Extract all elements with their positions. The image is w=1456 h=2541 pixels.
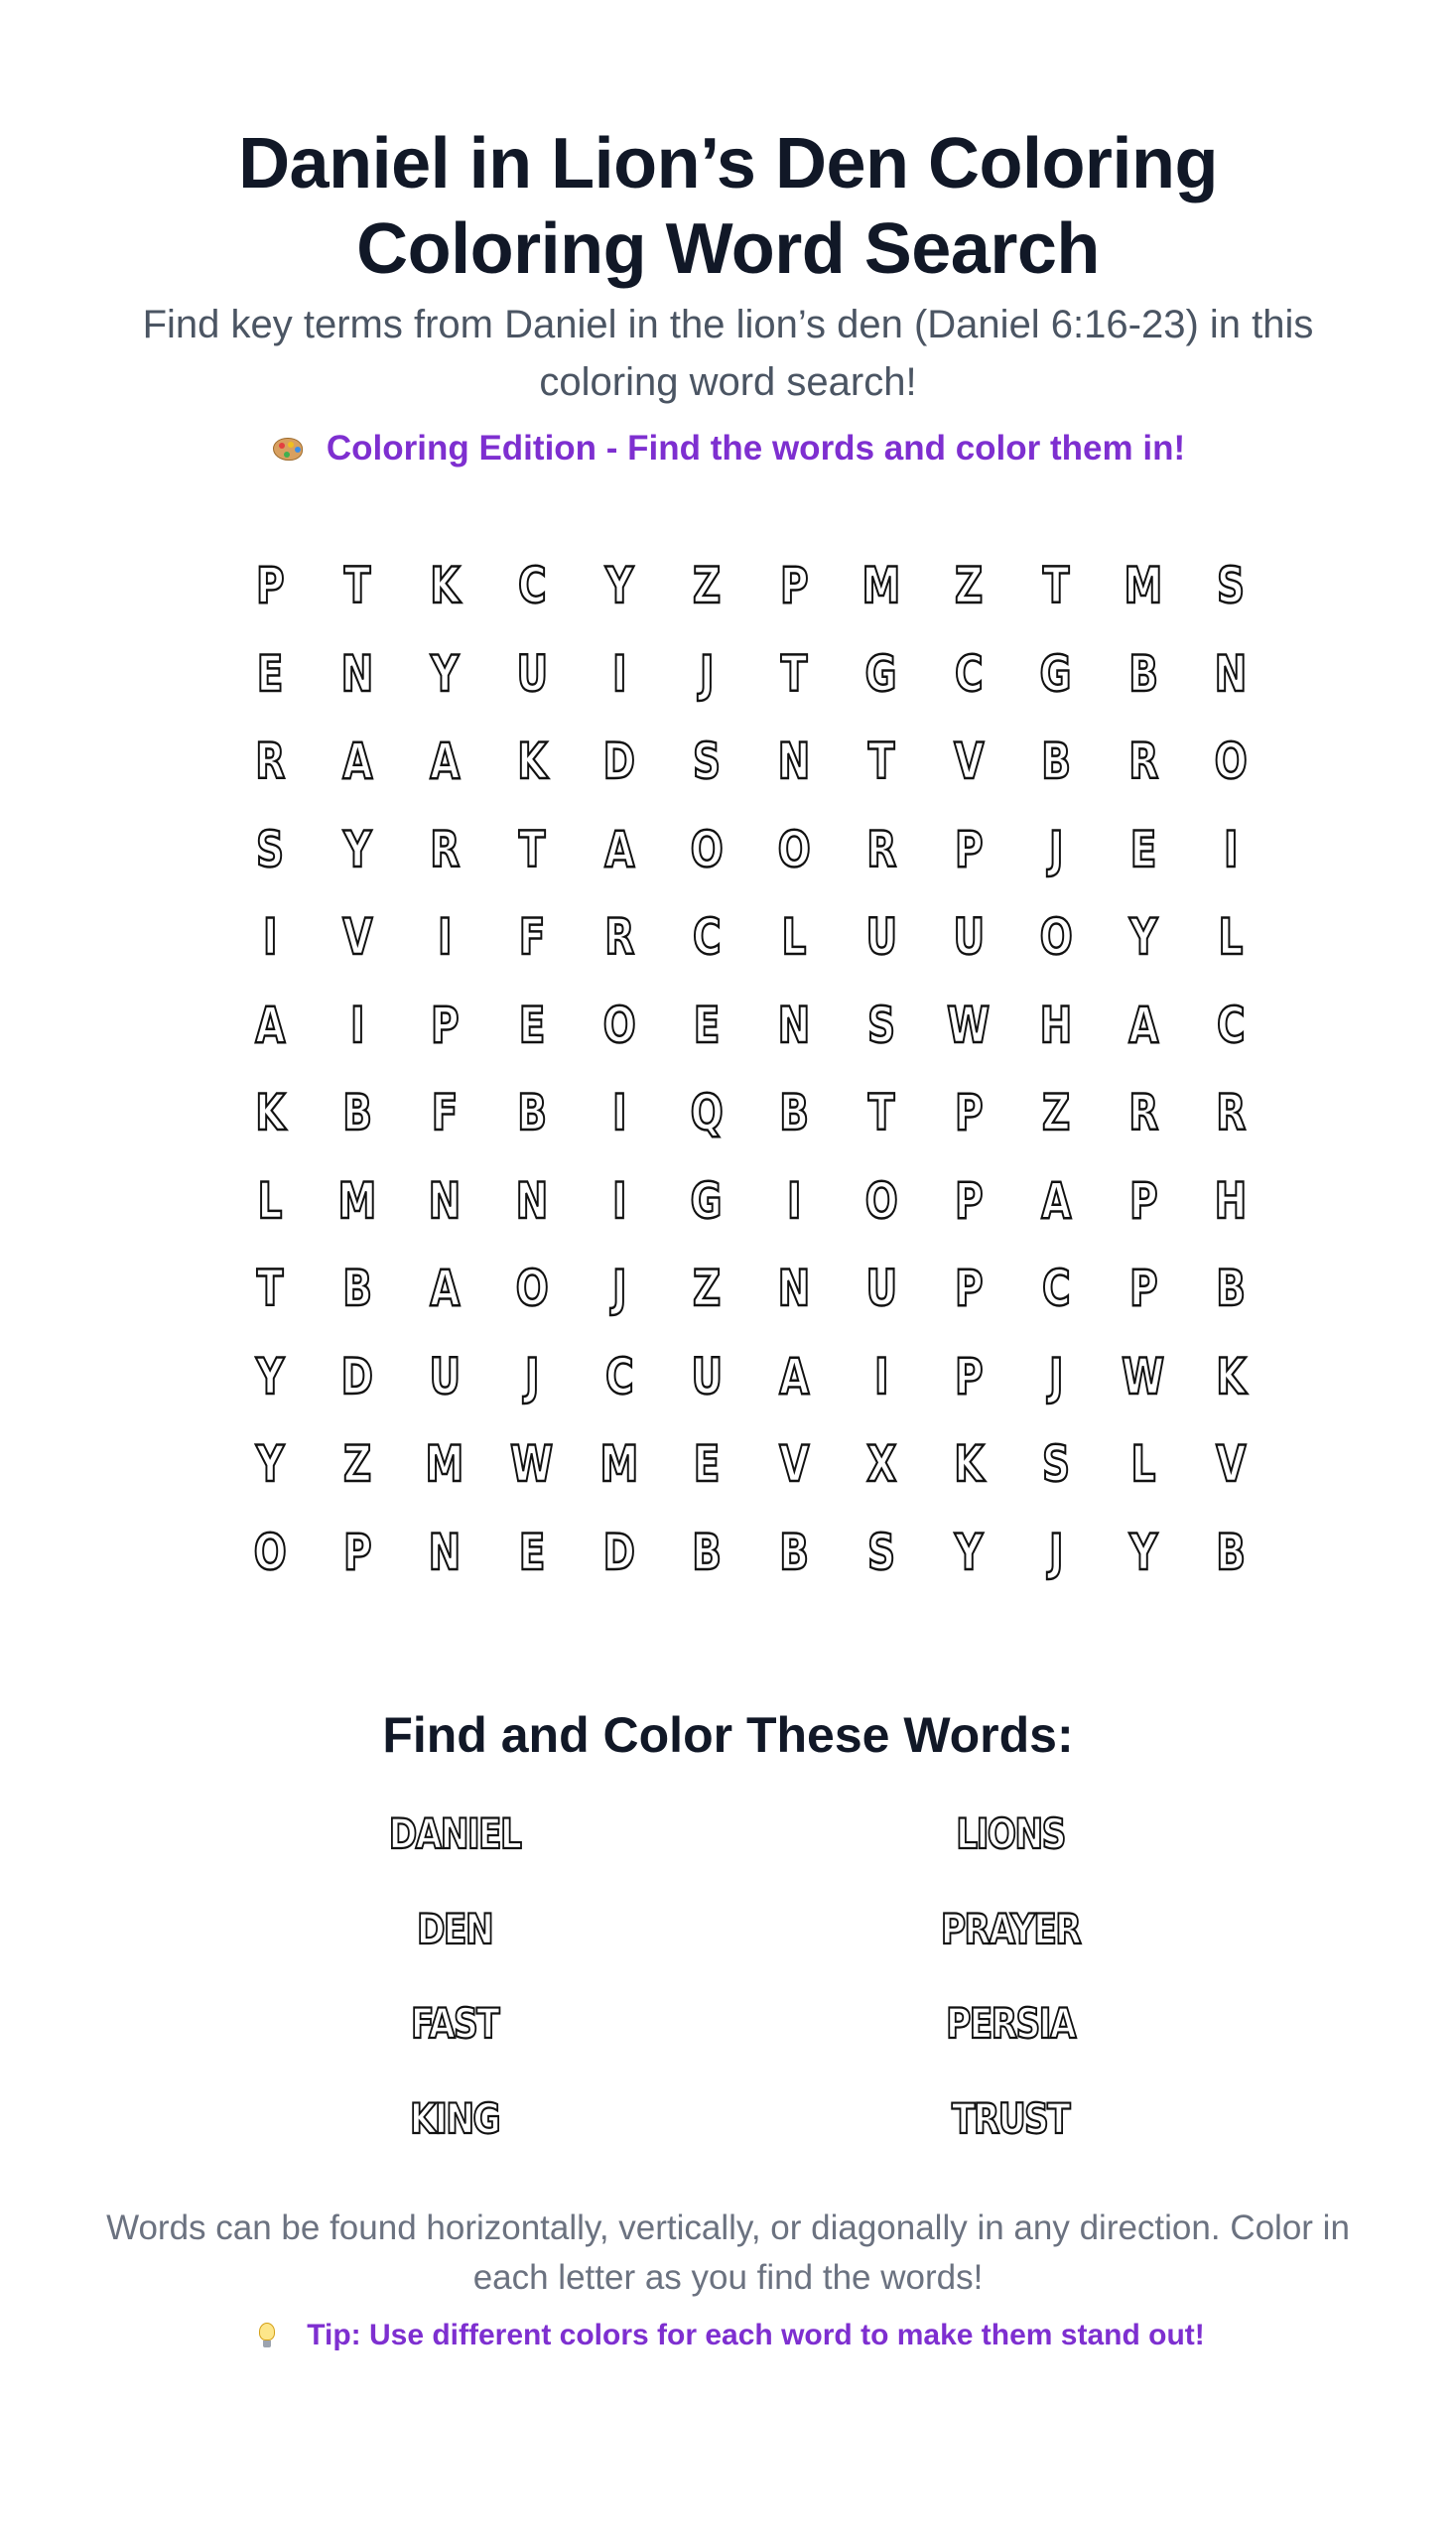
grid-letter[interactable]: L bbox=[257, 1171, 283, 1230]
grid-letter[interactable]: C bbox=[1216, 996, 1246, 1054]
grid-letter[interactable]: B bbox=[517, 1084, 547, 1142]
grid-letter[interactable]: U bbox=[516, 644, 548, 703]
grid-letter[interactable]: Y bbox=[255, 1435, 285, 1494]
grid-letter[interactable]: U bbox=[691, 1347, 723, 1405]
grid-letter[interactable]: S bbox=[255, 820, 285, 878]
grid-letter[interactable]: N bbox=[515, 1171, 549, 1230]
grid-letter[interactable]: T bbox=[518, 820, 546, 878]
letter-grid bbox=[226, 542, 1272, 1596]
grid-letter[interactable]: A bbox=[254, 996, 286, 1054]
grid-letter[interactable]: M bbox=[599, 1435, 639, 1494]
grid-letter[interactable]: M bbox=[425, 1435, 464, 1494]
grid-letter[interactable]: B bbox=[1216, 1260, 1246, 1318]
grid-letter[interactable]: P bbox=[1128, 1171, 1158, 1230]
grid-letter[interactable]: N bbox=[1214, 644, 1248, 703]
grid-letter[interactable]: A bbox=[429, 733, 461, 791]
grid-letter[interactable]: D bbox=[340, 1347, 374, 1405]
grid-letter[interactable]: M bbox=[861, 557, 901, 615]
grid-letter[interactable]: J bbox=[1048, 820, 1064, 878]
grid-letter[interactable]: J bbox=[1048, 1523, 1064, 1581]
grid-letter[interactable]: A bbox=[778, 1347, 810, 1405]
grid-letter[interactable]: W bbox=[1122, 1347, 1165, 1405]
grid-letter[interactable]: I bbox=[1223, 820, 1239, 878]
grid-letter[interactable]: J bbox=[699, 644, 715, 703]
grid-letter[interactable]: W bbox=[947, 996, 991, 1054]
grid-letter[interactable]: P bbox=[954, 1084, 984, 1142]
grid-letter[interactable]: C bbox=[954, 644, 984, 703]
grid-letter[interactable]: Y bbox=[342, 820, 372, 878]
page-title: Daniel in Lion’s Den Coloring Coloring Word Search bbox=[238, 124, 1218, 289]
grid-letter[interactable]: E bbox=[693, 996, 721, 1054]
grid-letter[interactable]: V bbox=[778, 1435, 810, 1494]
grid-letter[interactable]: R bbox=[1127, 733, 1159, 791]
grid-letter[interactable]: Z bbox=[342, 1435, 372, 1494]
grid-letter[interactable]: Y bbox=[1128, 908, 1158, 967]
grid-letter[interactable]: B bbox=[1128, 644, 1158, 703]
grid-letter[interactable]: O bbox=[515, 1260, 549, 1318]
grid-letter[interactable]: O bbox=[864, 1171, 898, 1230]
grid-letter[interactable]: U bbox=[953, 908, 985, 967]
grid-letter[interactable]: B bbox=[692, 1523, 722, 1581]
grid-letter[interactable]: B bbox=[342, 1260, 372, 1318]
page-subtitle: Find key terms from Daniel in the lion’s den (Daniel 6:16-23) in this coloring word search! bbox=[142, 303, 1314, 404]
grid-letter[interactable]: R bbox=[603, 908, 635, 967]
grid-letter[interactable]: A bbox=[429, 1260, 461, 1318]
grid-letter[interactable]: A bbox=[341, 733, 373, 791]
word-list-item: PERSIA bbox=[946, 1999, 1075, 2048]
grid-letter[interactable]: O bbox=[777, 820, 811, 878]
grid-letter[interactable]: U bbox=[865, 908, 897, 967]
grid-letter[interactable]: R bbox=[254, 733, 286, 791]
grid-letter[interactable]: A bbox=[1127, 996, 1159, 1054]
grid-letter[interactable]: H bbox=[1214, 1171, 1248, 1230]
grid-letter[interactable]: N bbox=[777, 733, 811, 791]
grid-letter[interactable]: X bbox=[865, 1435, 897, 1494]
grid-letter[interactable]: B bbox=[342, 1084, 372, 1142]
grid-letter[interactable]: R bbox=[1215, 1084, 1247, 1142]
grid-letter[interactable]: G bbox=[690, 1171, 724, 1230]
grid-letter[interactable]: P bbox=[954, 1171, 984, 1230]
grid-letter[interactable]: A bbox=[603, 820, 635, 878]
grid-letter[interactable]: C bbox=[1041, 1260, 1071, 1318]
grid-letter[interactable]: B bbox=[1216, 1523, 1246, 1581]
grid-letter[interactable]: H bbox=[1039, 996, 1073, 1054]
grid-letter[interactable]: O bbox=[602, 996, 636, 1054]
grid-letter[interactable]: Y bbox=[1128, 1523, 1158, 1581]
grid-letter[interactable]: I bbox=[873, 1347, 889, 1405]
grid-letter[interactable]: K bbox=[953, 1435, 985, 1494]
grid-letter[interactable]: N bbox=[428, 1523, 462, 1581]
grid-letter[interactable]: Q bbox=[690, 1084, 724, 1142]
grid-letter[interactable]: Z bbox=[1041, 1084, 1071, 1142]
grid-letter[interactable]: J bbox=[524, 1347, 540, 1405]
grid-letter[interactable]: Z bbox=[692, 557, 722, 615]
word-list-item: DANIEL bbox=[388, 1809, 521, 1858]
word-list-item: KING bbox=[409, 2093, 500, 2143]
grid-letter[interactable]: Y bbox=[255, 1347, 285, 1405]
grid-letter[interactable]: O bbox=[253, 1523, 287, 1581]
grid-letter[interactable]: K bbox=[1215, 1347, 1247, 1405]
grid-letter[interactable]: P bbox=[430, 996, 460, 1054]
grid-letter[interactable]: T bbox=[867, 1084, 895, 1142]
grid-letter[interactable]: Z bbox=[692, 1260, 722, 1318]
grid-letter[interactable]: K bbox=[429, 557, 461, 615]
coloring-edition-banner bbox=[0, 425, 1456, 472]
word-list-item: TRUST bbox=[951, 2093, 1070, 2143]
grid-letter[interactable]: E bbox=[256, 644, 284, 703]
grid-letter[interactable]: P bbox=[779, 557, 809, 615]
tip-text: Tip: Use different colors for each word to make them stand out! bbox=[307, 2319, 1205, 2351]
grid-letter[interactable]: O bbox=[1214, 733, 1248, 791]
grid-letter[interactable]: N bbox=[428, 1171, 462, 1230]
grid-letter[interactable]: I bbox=[611, 644, 627, 703]
word-list-item: FAST bbox=[411, 1999, 498, 2048]
grid-letter[interactable]: O bbox=[1039, 908, 1073, 967]
grid-letter[interactable]: S bbox=[1041, 1435, 1071, 1494]
tip-banner bbox=[0, 2313, 1456, 2358]
word-list-item: DEN bbox=[416, 1904, 493, 1953]
grid-letter[interactable]: G bbox=[864, 644, 898, 703]
grid-letter[interactable]: N bbox=[340, 644, 374, 703]
grid-letter[interactable]: E bbox=[518, 996, 546, 1054]
grid-letter[interactable]: C bbox=[692, 908, 722, 967]
grid-letter[interactable]: P bbox=[954, 1347, 984, 1405]
grid-letter[interactable]: C bbox=[517, 557, 547, 615]
grid-letter[interactable]: B bbox=[779, 1084, 809, 1142]
grid-letter[interactable]: P bbox=[255, 557, 285, 615]
grid-letter[interactable]: B bbox=[779, 1523, 809, 1581]
grid-letter[interactable]: R bbox=[1127, 1084, 1159, 1142]
word-list bbox=[177, 1797, 1288, 2176]
grid-letter[interactable]: D bbox=[602, 1523, 636, 1581]
grid-letter[interactable]: A bbox=[1040, 1171, 1072, 1230]
grid-letter[interactable]: I bbox=[437, 908, 453, 967]
grid-letter[interactable]: O bbox=[690, 820, 724, 878]
word-list-item: LIONS bbox=[956, 1809, 1065, 1858]
grid-letter[interactable]: C bbox=[604, 1347, 634, 1405]
grid-letter[interactable]: J bbox=[611, 1260, 627, 1318]
grid-letter[interactable]: W bbox=[510, 1435, 554, 1494]
grid-letter[interactable]: T bbox=[343, 557, 371, 615]
grid-letter[interactable]: F bbox=[518, 908, 546, 967]
grid-letter[interactable]: I bbox=[262, 908, 278, 967]
grid-letter[interactable]: T bbox=[256, 1260, 284, 1318]
grid-letter[interactable]: V bbox=[1215, 1435, 1247, 1494]
grid-letter[interactable]: U bbox=[429, 1347, 461, 1405]
grid-letter[interactable]: J bbox=[1048, 1347, 1064, 1405]
grid-letter[interactable]: Y bbox=[954, 1523, 984, 1581]
grid-letter[interactable]: N bbox=[777, 996, 811, 1054]
grid-letter[interactable]: S bbox=[866, 996, 896, 1054]
artist-palette-icon bbox=[271, 434, 305, 464]
grid-letter[interactable]: D bbox=[602, 733, 636, 791]
grid-letter[interactable]: T bbox=[780, 644, 808, 703]
grid-letter[interactable]: I bbox=[786, 1171, 802, 1230]
word-list-title: Find and Color These Words: bbox=[382, 1707, 1074, 1763]
grid-letter[interactable]: Z bbox=[954, 557, 984, 615]
grid-letter[interactable]: S bbox=[692, 733, 722, 791]
grid-letter[interactable]: I bbox=[611, 1171, 627, 1230]
grid-letter[interactable]: L bbox=[1130, 1435, 1156, 1494]
grid-letter[interactable]: K bbox=[516, 733, 548, 791]
grid-letter[interactable]: F bbox=[431, 1084, 459, 1142]
grid-letter[interactable]: Y bbox=[604, 557, 634, 615]
grid-letter[interactable]: V bbox=[953, 733, 985, 791]
grid-letter[interactable]: R bbox=[429, 820, 461, 878]
grid-letter[interactable]: V bbox=[341, 908, 373, 967]
grid-letter[interactable]: T bbox=[1042, 557, 1070, 615]
grid-letter[interactable]: T bbox=[867, 733, 895, 791]
word-list-item: PRAYER bbox=[940, 1904, 1081, 1953]
grid-letter[interactable]: L bbox=[1218, 908, 1244, 967]
grid-letter[interactable]: S bbox=[1216, 557, 1246, 615]
light-bulb-icon bbox=[251, 2321, 285, 2350]
grid-letter[interactable]: S bbox=[866, 1523, 896, 1581]
coloring-edition-text: Coloring Edition - Find the words and color them in! bbox=[326, 429, 1186, 468]
grid-letter[interactable]: I bbox=[611, 1084, 627, 1142]
grid-letter[interactable]: K bbox=[254, 1084, 286, 1142]
grid-letter[interactable]: M bbox=[337, 1171, 377, 1230]
grid-letter[interactable]: P bbox=[954, 820, 984, 878]
grid-letter[interactable]: U bbox=[865, 1260, 897, 1318]
grid-letter[interactable]: B bbox=[1041, 733, 1071, 791]
instructions-text: Words can be found horizontally, vertically, or diagonally in any direction. Color in each letter as you find the words! bbox=[106, 2208, 1350, 2297]
grid-letter[interactable]: R bbox=[865, 820, 897, 878]
grid-letter[interactable]: E bbox=[1129, 820, 1157, 878]
grid-letter[interactable]: E bbox=[693, 1435, 721, 1494]
grid-letter[interactable]: P bbox=[342, 1523, 372, 1581]
grid-letter[interactable]: N bbox=[777, 1260, 811, 1318]
grid-letter[interactable]: M bbox=[1124, 557, 1163, 615]
grid-letter[interactable]: E bbox=[518, 1523, 546, 1581]
grid-letter[interactable]: Y bbox=[430, 644, 460, 703]
grid-letter[interactable]: P bbox=[1128, 1260, 1158, 1318]
grid-letter[interactable]: G bbox=[1039, 644, 1073, 703]
grid-letter[interactable]: P bbox=[954, 1260, 984, 1318]
grid-letter[interactable]: I bbox=[349, 996, 365, 1054]
grid-letter[interactable]: L bbox=[781, 908, 807, 967]
